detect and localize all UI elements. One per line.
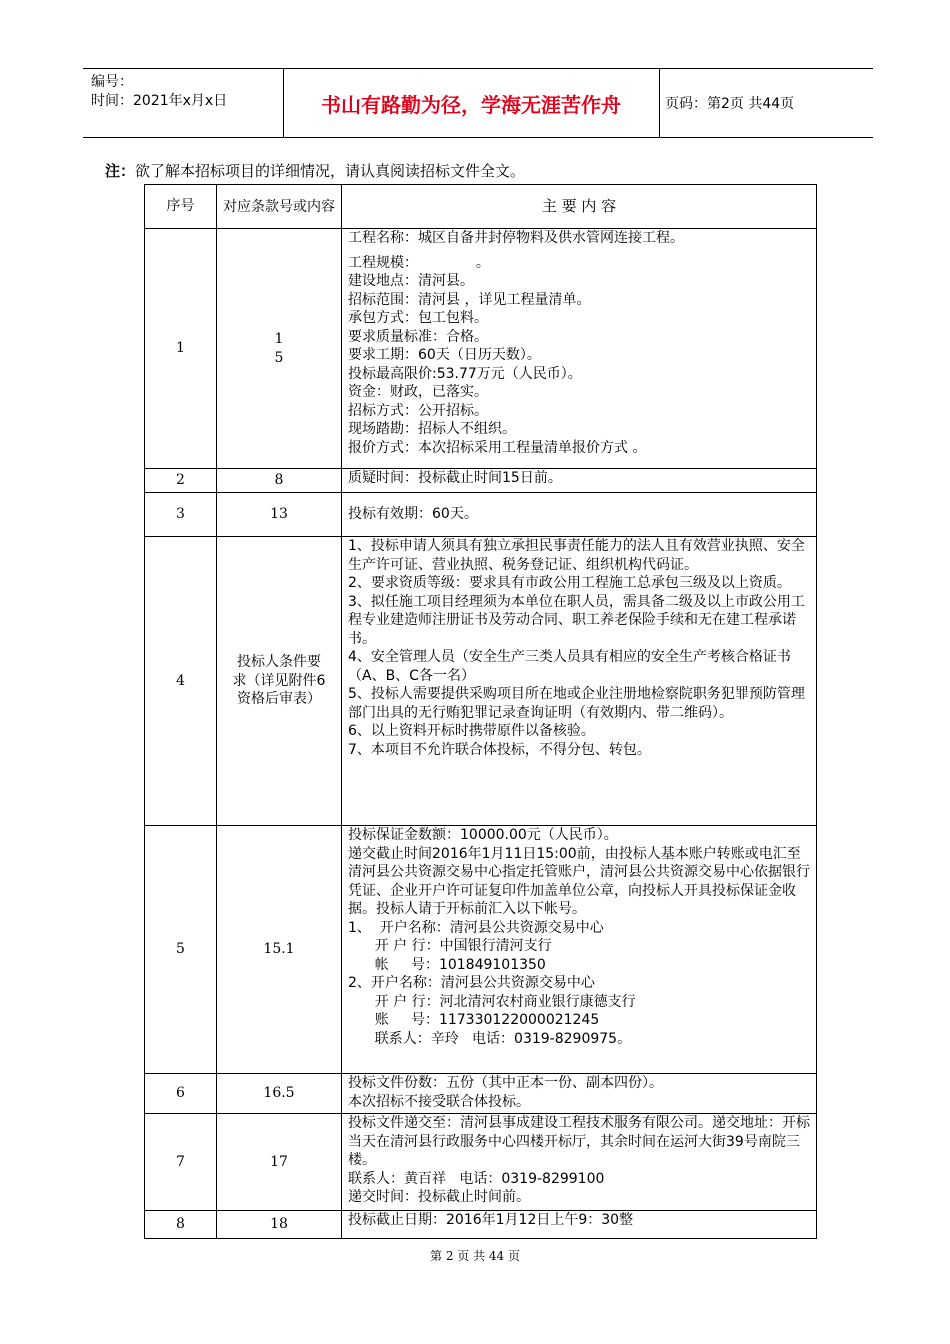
note: [105, 160, 525, 181]
row-clause: 18: [217, 1211, 342, 1239]
time-label: 时间：2021年x月x日: [91, 93, 228, 109]
header-meta: [91, 73, 227, 111]
header-divider: [659, 69, 660, 137]
content-line: 联系人：辛玲 电话：0319-8290975。: [348, 1030, 632, 1047]
content-line: 现场踏勘：招标人不组织。: [348, 421, 516, 437]
table-row: [145, 1114, 817, 1211]
number-label: 编号：: [91, 74, 133, 90]
row-number: 3: [145, 493, 217, 537]
content-line: 递交时间：投标截止时间前。: [348, 1189, 530, 1205]
content-line: 开 户 行：河北清河农村商业银行康德支行: [348, 993, 636, 1010]
row-clause: [217, 229, 342, 469]
content-line: 3、拟任施工项目经理须为本单位在职人员，需具备二级及以上市政公用工程专业建造师注册证书及劳动合同、职工养老保险手续和无在建工程承诺书。: [348, 593, 805, 647]
content-line: 5、投标人需要提供采购项目所在地或企业注册地检察院职务犯罪预防管理部门出具的无行贿犯罪记录查询证明（有效期内、带二维码）。: [348, 686, 805, 721]
row-number: 5: [145, 826, 217, 1074]
row-clause: 15.1: [217, 826, 342, 1074]
content-line: 质疑时间：投标截止时间15日前。: [348, 470, 562, 486]
content-line: 投标文件递交至：清河县事成建设工程技术服务有限公司。递交地址：开标当天在清河县行政服务中心四楼开标厅，其余时间在运河大街39号南院三楼。: [348, 1115, 810, 1168]
content-line: 建设地点：清河县。: [348, 273, 474, 289]
bid-info-table: [144, 184, 817, 1239]
header-motto: 书山有路勤为径，学海无涯苦作舟: [321, 92, 621, 117]
content-line: 递交截止时间2016年1月11日15:00前，由投标人基本账户转账或电汇至清河县公共资源交易中心指定托管账户，清河县公共资源交易中心依据银行凭证、企业开户许可证复印件加盖单位公章，向投标人开具投标保证金收据。投标人请于开标前汇入以下帐号。: [348, 845, 810, 917]
table-row: [145, 537, 817, 826]
row-number: 6: [145, 1074, 217, 1114]
content-line: 投标文件份数：五份（其中正本一份、副本四份）。: [348, 1075, 663, 1091]
content-line: 投标截止日期：2016年1月12日上午9：30整: [348, 1212, 634, 1228]
table-row: [145, 493, 817, 537]
table-row: [145, 1211, 817, 1239]
content-line: 投标有效期：60天。: [348, 506, 478, 523]
row-number: 4: [145, 537, 217, 826]
content-line: 4、安全管理人员（安全生产三类人员具有相应的安全生产考核合格证书（A、B、C各一名）: [348, 649, 791, 684]
row-clause: 16.5: [217, 1074, 342, 1114]
row-clause: 8: [217, 469, 342, 493]
content-line: 要求质量标准：合格。: [348, 328, 488, 345]
content-line: 招标范围：清河县 ，详见工程量清单。: [348, 291, 591, 308]
row-content: [342, 1114, 817, 1211]
note-prefix: 注：: [105, 162, 136, 180]
page-footer: 第 2 页 共 44 页: [430, 1249, 520, 1263]
content-line: 承包方式：包工包料。: [348, 310, 488, 326]
row-number: 1: [145, 229, 217, 469]
content-line: 资金：财政，已落实。: [348, 384, 488, 400]
table-row: [145, 826, 817, 1074]
row-content: [342, 1074, 817, 1114]
row-number: 2: [145, 469, 217, 493]
row-clause: 13: [217, 493, 342, 537]
content-line: 2、开户名称：清河县公共资源交易中心: [348, 975, 595, 991]
row-number: 7: [145, 1114, 217, 1211]
note-text: 欲了解本招标项目的详细情况，请认真阅读招标文件全文。: [135, 162, 526, 180]
table-row: [145, 469, 817, 493]
row-clause: 17: [217, 1114, 342, 1211]
content-line: 1、投标申请人须具有独立承担民事责任能力的法人且有效营业执照、安全生产许可证、营业执照、税务登记证、组织机构代码证。: [348, 538, 805, 573]
page-header: [83, 68, 873, 138]
content-line: 工程名称：城区自备井封停物料及供水管网连接工程。: [348, 230, 684, 246]
content-line: 招标方式：公开招标。: [348, 402, 488, 419]
row-content: [342, 229, 817, 469]
header-page-label: 页码：第2页 共44页: [665, 96, 795, 112]
row-content: [342, 493, 817, 537]
table-row: [145, 1074, 817, 1114]
row-clause: 投标人条件要 求（详见附件6资格后审表）: [217, 537, 342, 826]
content-line: 6、以上资料开标时携带原件以备核验。: [348, 723, 595, 739]
row-content: [342, 1211, 817, 1239]
header-clause: 对应条款号或内容: [217, 185, 342, 229]
table-row: [145, 229, 817, 469]
content-line: 本次招标不接受联合体投标。: [348, 1093, 530, 1110]
table-header-row: [145, 185, 817, 229]
content-line: 联系人：黄百祥 电话：0319-8299100: [348, 1170, 605, 1187]
content-line: 7、本项目不允许联合体投标，不得分包、转包。: [348, 741, 651, 758]
row-number: 8: [145, 1211, 217, 1239]
content-line: 2、要求资质等级：要求具有市政公用工程施工总承包三级及以上资质。: [348, 575, 791, 591]
row-content: [342, 469, 817, 493]
clause-stack: 15: [274, 331, 284, 366]
header-no: 序号: [145, 185, 217, 229]
content-line: 账 号：117330122000021245: [348, 1012, 600, 1028]
content-line: 报价方式：本次招标采用工程量清单报价方式 。: [348, 439, 647, 456]
content-line: 要求工期：60天（日历天数）。: [348, 347, 541, 363]
content-line: 1、 开户名称：清河县公共资源交易中心: [348, 919, 604, 936]
header-divider: [283, 69, 284, 137]
row-content: [342, 537, 817, 826]
content-line: 开 户 行：中国银行清河支行: [348, 938, 552, 954]
row-content: [342, 826, 817, 1074]
content-line: 帐 号：101849101350: [348, 956, 546, 973]
header-content: 主 要 内 容: [342, 185, 817, 229]
content-line: 投标保证金数额：10000.00元（人民币）。: [348, 827, 618, 843]
content-line: 投标最高限价:53.77万元（人民币）。: [348, 365, 582, 382]
content-line: 工程规模： 。: [348, 254, 490, 271]
